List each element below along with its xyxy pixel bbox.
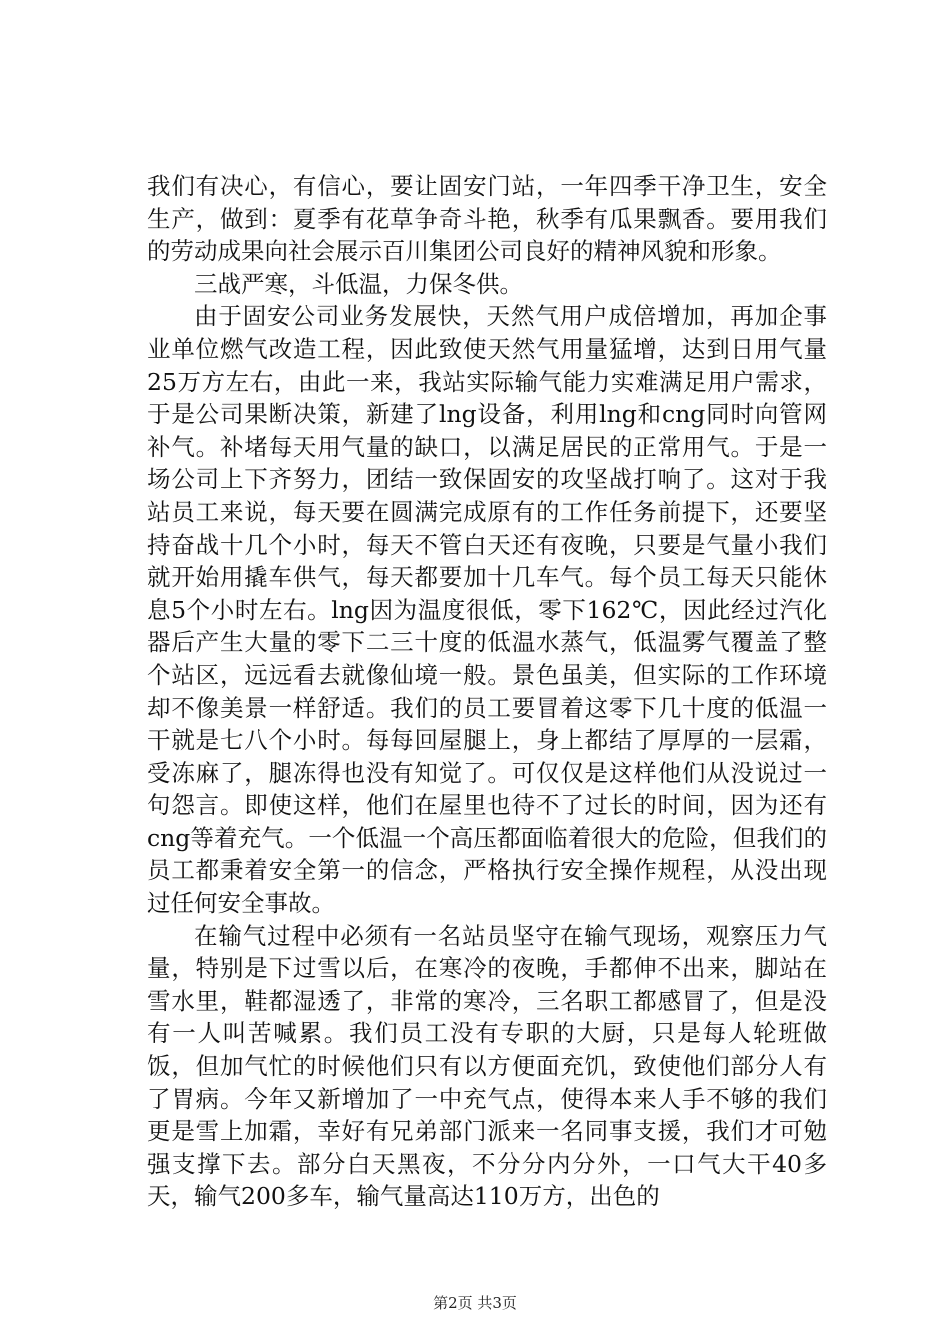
paragraph-body: 由于固安公司业务发展快，天然气用户成倍增加，再加企事业单位燃气改造工程，因此致使天然气用量猛增，达到日用气量25万方左右，由此一来，我站实际输气能力实难满足用户需求，于是公司果断决策，新建了lng设备，利用lng和cng同时向管网补气。补堵每天用气量的缺口，以满足居民的正常用气。于是一场公司上下齐努力，团结一致保固安的攻坚战打响了。这对于我站员工来说，每天要在圆满完成原有的工作任务前提下，还要坚持奋战十几个小时，每天不管白天还有夜晚，只要是气量小我们就开始用撬车供气，每天都要加十几车气。每个员工每天只能休息5个小时左右。lng因为温度很低，零下162℃，因此经过汽化器后产生大量的零下二三十度的低温水蒸气，低温雾气覆盖了整个站区，远远看去就像仙境一般。景色虽美，但实际的工作环境却不像美景一样舒适。我们的员工要冒着这零下几十度的低温一干就是七八个小时。每每回屋腿上，身上都结了厚厚的一层霜，受冻麻了，腿冻得也没有知觉了。可仅仅是这样他们从没说过一句怨言。即使这样，他们在屋里也待不了过长的时间，因为还有cng等着充气。一个低温一个高压都面临着很大的危险，但我们的员工都秉着安全第一的信念，严格执行安全操作规程，从没出现过任何安全事故。 bbox=[147, 302, 827, 918]
paragraph-heading: 三战严寒，斗低温，力保冬供。 bbox=[194, 269, 523, 298]
document-body bbox=[147, 170, 827, 1213]
page-number-footer: 第2页 共3页 bbox=[433, 1294, 517, 1312]
paragraph-body: 在输气过程中必须有一名站员坚守在输气现场，观察压力气量，特别是下过雪以后，在寒冷的夜晚，手都伸不出来，脚站在雪水里，鞋都湿透了，非常的寒冷，三名职工都感冒了，但是没有一人叫苦喊累。我们员工没有专职的大厨，只是每人轮班做饭，但加气忙的时候他们只有以方便面充饥，致使他们部分人有了胃病。今年又新增加了一中充气点，使得本来人手不够的我们更是雪上加霜，幸好有兄弟部门派来一名同事支援，我们才可勉强支撑下去。部分白天黑夜，不分分内分外，一口气大干40多天，输气200多车，输气量高达110万方，出色的 bbox=[147, 921, 827, 1211]
paragraph-continuation: 我们有决心，有信心，要让固安门站，一年四季干净卫生，安全生产，做到：夏季有花草争奇斗艳，秋季有瓜果飘香。要用我们的劳动成果向社会展示百川集团公司良好的精神风貌和形象。 bbox=[147, 172, 827, 266]
